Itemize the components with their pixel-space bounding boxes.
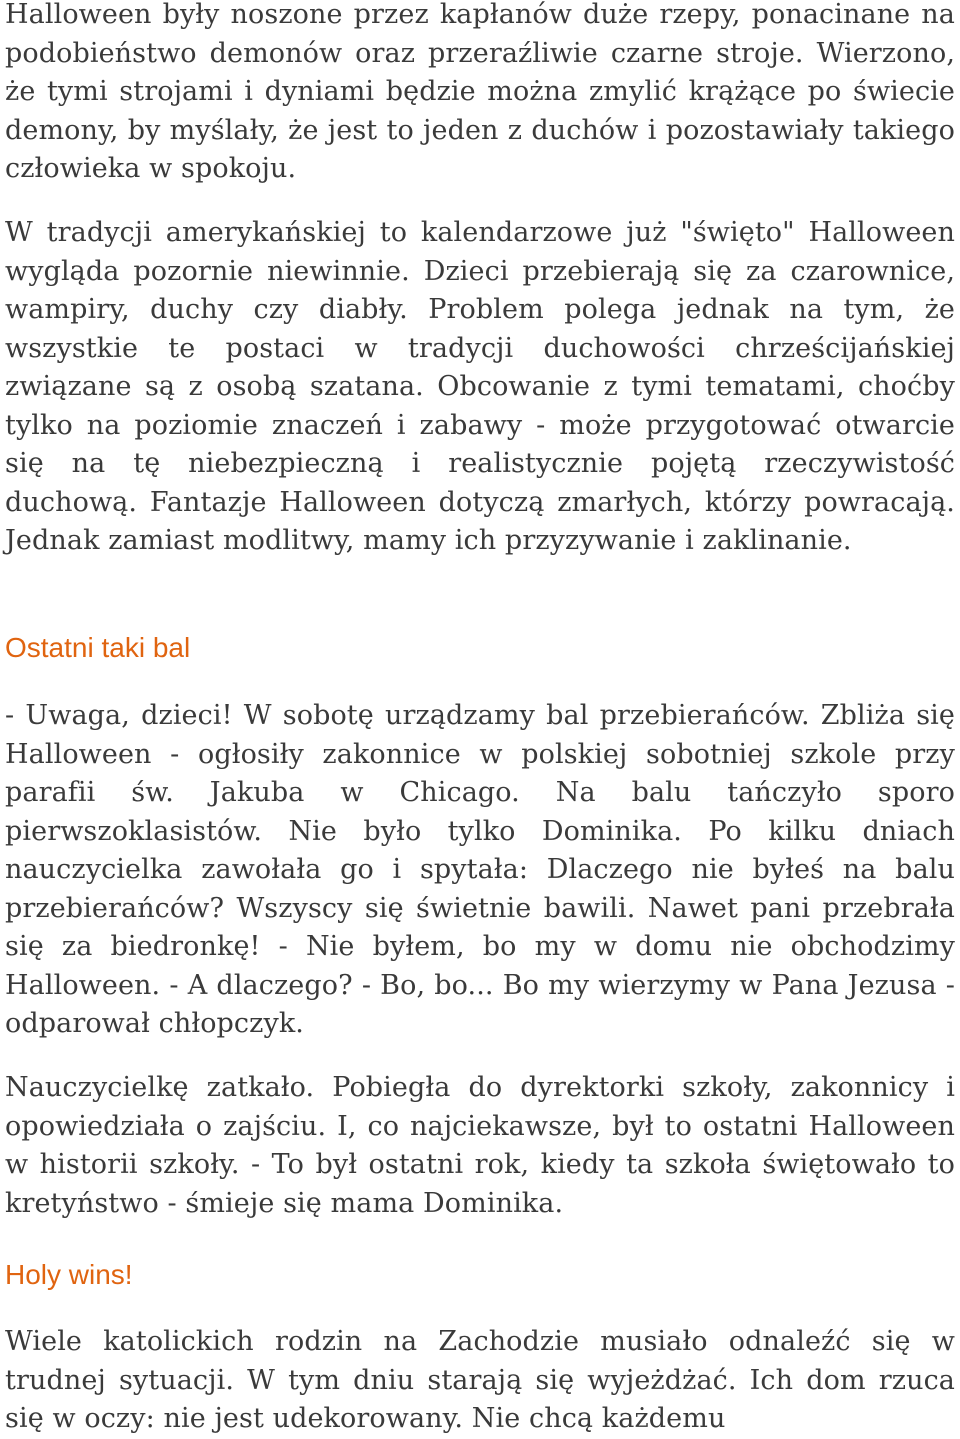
paragraph-american-tradition: W tradycji amerykańskiej to kalendarzowe już "święto" Halloween wygląda pozornie niewinnie. Dzieci przebierają się za czarownice, wampiry, duchy czy diabły. Problem polega jednak na tym, że wszystkie te postaci w tradycji duchowości chrześcijańskiej związane są z osobą szatana. Obcowanie z tymi tematami, choćby tylko na poziomie znaczeń i zabawy - może przygotować otwarcie się na tę niebezpieczną i realistycznie pojętą rzeczywistość duchową. Fantazje Halloween dotyczą zmarłych, którzy powracają. Jednak zamiast modlitwy, mamy ich przyzywanie i zaklinanie. bbox=[5, 217, 955, 556]
paragraph-teacher-reaction: Nauczycielkę zatkało. Pobiegła do dyrektorki szkoły, zakonnicy i opowiedziała o zajściu. I, co najciekawsze, był to ostatni Halloween w historii szkoły. - To był ostatni rok, kiedy ta szkoła świętowało to kretyństwo - śmieje się mama Dominika. bbox=[5, 1072, 955, 1219]
section-heading-holy-wins: Holy wins! bbox=[5, 1259, 133, 1290]
paragraph-catholic-families: Wiele katolickich rodzin na Zachodzie musiało odnaleźć się w trudnej sytuacji. W tym dniu starają się wyjeżdżać. Ich dom rzuca się w oczy: nie jest udekorowany. Nie chcą każdemu bbox=[5, 1326, 955, 1434]
paragraph-costume-ball-story: - Uwaga, dzieci! W sobotę urządzamy bal przebierańców. Zbliża się Halloween - ogłosiły zakonnice w polskiej sobotniej szkole przy parafii św. Jakuba w Chicago. Na balu tańczyło sporo pierwszoklasistów. Nie było tylko Dominika. Po kilku dniach nauczycielka zawołała go i spytała: Dlaczego nie byłeś na balu przebierańców? Wszyscy się świetnie bawili. Nawet pani przebrała się za biedronkę! - Nie byłem, bo my w domu nie obchodzimy Halloween. - A dlaczego? - Bo, bo... Bo my wierzymy w Pana Jezusa - odparował chłopczyk. bbox=[5, 700, 955, 1039]
paragraph-costumes: Halloween były noszone przez kapłanów duże rzepy, ponacinane na podobieństwo demonów oraz przeraźliwie czarne stroje. Wierzono, że tymi strojami i dyniami będzie można zmylić krążące po świecie demony, by myślały, że jest to jeden z duchów i pozostawiały takiego człowieka w spokoju. bbox=[5, 0, 955, 184]
section-heading-last-ball: Ostatni taki bal bbox=[5, 632, 191, 663]
